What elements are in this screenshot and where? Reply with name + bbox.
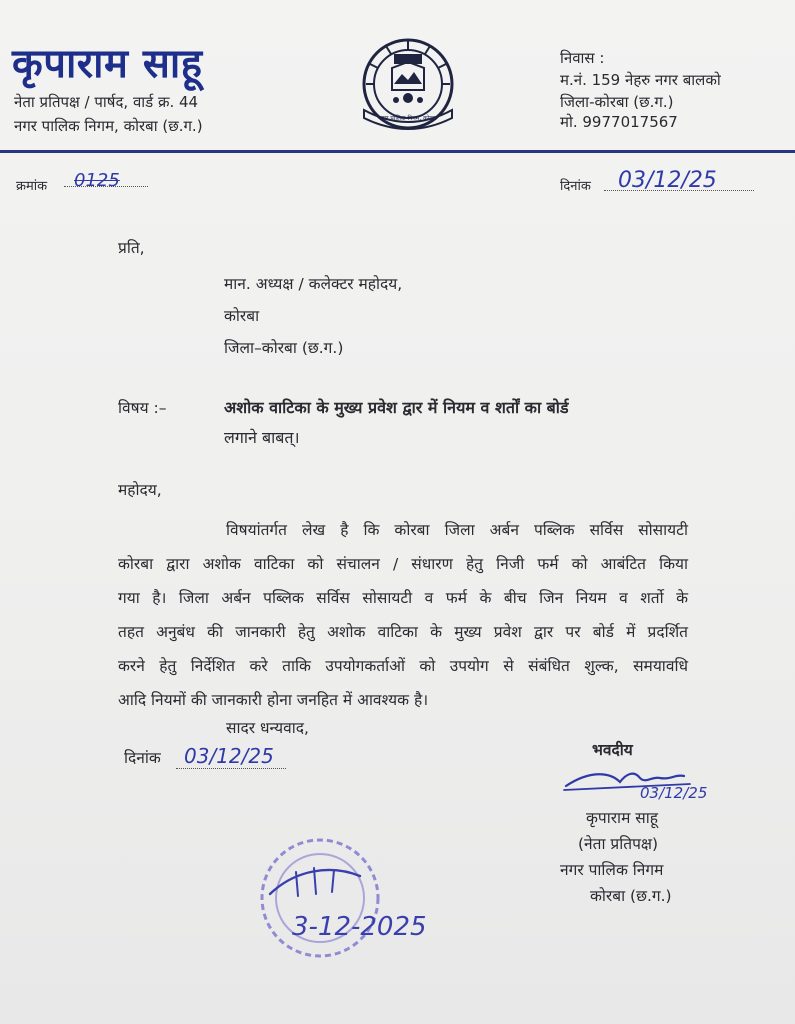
signatory-city: कोरबा (छ.ग.) xyxy=(590,887,672,905)
recipient-to: प्रति, xyxy=(118,239,145,257)
address-line-1: म.नं. 159 नेहरु नगर बालको xyxy=(560,71,721,89)
letterhead-name: कृपाराम साहू xyxy=(12,41,203,87)
emblem-caption: नगर पालिक निगम, कोरबा xyxy=(379,115,437,122)
body-line-5: करने हेतु निर्देशित करे ताकि उपयोगकर्ताओं को उपयोग से संबंधित शुल्क, समयावधि xyxy=(118,657,688,675)
footer-date-line xyxy=(176,768,286,769)
reference-number-label: क्रमांक xyxy=(16,179,48,194)
letterhead-designation: नेता प्रतिपक्ष / पार्षद, वार्ड क्र. 44 xyxy=(14,93,199,111)
yours-faithfully: भवदीय xyxy=(592,741,633,759)
body-line-4: तहत अनुबंध की जानकारी हेतु अशोक वाटिका के मुख्य प्रवेश द्वार पर बोर्ड में प्रदर्शित xyxy=(118,623,688,641)
footer-date-value: 03/12/25 xyxy=(184,744,274,768)
residence-label: निवास : xyxy=(560,49,605,67)
salutation: महोदय, xyxy=(118,481,162,499)
subject-line-1: अशोक वाटिका के मुख्य प्रवेश द्वार में नियम व शर्तों का बोर्ड xyxy=(224,398,569,417)
body-line-6: आदि नियमों की जानकारी होना जनहित में आवश्यक है। xyxy=(118,691,429,709)
recipient-line-2: कोरबा xyxy=(224,307,260,325)
subject-line-2: लगाने बाबत्। xyxy=(224,428,300,447)
received-stamp xyxy=(240,834,460,974)
address-line-2: जिला-कोरबा (छ.ग.) xyxy=(560,93,674,111)
reference-date-label: दिनांक xyxy=(560,179,591,194)
signatory-org: नगर पालिक निगम xyxy=(560,861,664,879)
body-line-2: कोरबा द्वारा अशोक वाटिका को संचालन / संधारण हेतु निजी फर्म को आबंटित किया xyxy=(118,555,688,573)
letterhead-organization: नगर पालिक निगम, कोरबा (छ.ग.) xyxy=(14,117,203,135)
body-line-1: विषयांतर्गत लेख है कि कोरबा जिला अर्बन पब्लिक सर्विस सोसायटी xyxy=(226,521,688,539)
closing: सादर धन्यवाद, xyxy=(226,719,309,737)
subject-label: विषय :– xyxy=(118,399,167,417)
recipient-line-3: जिला–कोरबा (छ.ग.) xyxy=(224,339,344,357)
footer-date-label: दिनांक xyxy=(124,749,161,767)
municipal-emblem xyxy=(358,34,458,136)
reference-date-value: 03/12/25 xyxy=(618,168,717,193)
signature-date: 03/12/25 xyxy=(640,784,708,802)
header-divider xyxy=(0,150,795,153)
recipient-line-1: मान. अध्यक्ष / कलेक्टर महोदय, xyxy=(224,275,403,293)
stamp-date: 3-12-2025 xyxy=(292,912,427,942)
body-line-3: गया है। जिला अर्बन पब्लिक सर्विस सोसायटी व फर्म के बीच जिन नियम व शर्तो के xyxy=(118,589,688,607)
signatory-name: कृपाराम साहू xyxy=(586,809,658,827)
stamp-icon xyxy=(240,834,460,974)
phone-number: मो. 9977017567 xyxy=(560,113,678,131)
signatory-role: (नेता प्रतिपक्ष) xyxy=(578,835,659,853)
reference-number-value: 0125 xyxy=(74,170,120,191)
